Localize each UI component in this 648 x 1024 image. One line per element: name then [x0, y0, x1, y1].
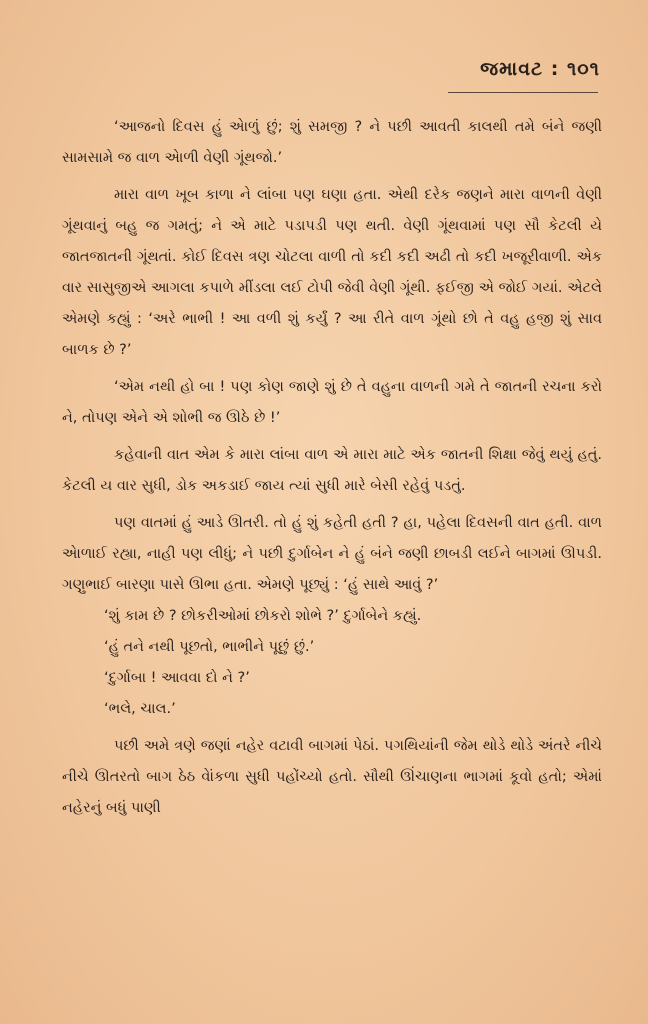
paragraph: પછી અમે ત્રણે જણાં નહેર વટાવી બાગમાં પેઠાં. પગથિયાંની જેમ થોડે થોડે અંતરે નીચે નીચે ઊતરતો બાગ ઠેઠ વેાંકળા સુધી પહોંચ્યો હતો. સૌથી ઊંચાણના ભાગમાં કૂવો હતો; એમાં નહેરનું બધું પાણી: [62, 738, 602, 816]
dialogue-line: ‘ભલે, ચાલ.’: [104, 701, 176, 717]
paragraph: પણ વાતમાં હું આડે ઊતરી. તો હું શું કહેતી હતી ? હા, પહેલા દિવસની વાત હતી. વાળ એાળાઈ રહ્યા, નાહી પણ લીધું; ને પછી દુર્ગાબેન ને હું બંને જણી છાબડી લઈને બાગમાં ઊપડી. ગણુભાઈ બારણા પાસે ઊભા હતા. એમણે પૂછ્યું : ‘હું સાથે આવું ?’: [62, 515, 602, 593]
dialogue-line: ‘હું તને નથી પૂછતો, ભાભીને પૂછું છું.’: [104, 639, 315, 655]
paragraph: મારા વાળ ખૂબ કાળા ને લાંબા પણ ઘણા હતા. એથી દરેક જણને મારા વાળની વેણી ગૂંથવાનું બહુ જ ગમતું; ને એ માટે પડાપડી પણ થતી. વેણી ગૂંથવામાં પણ સૌ કેટલી યે જાતજાતની ગૂંથતાં. કોઈ દિવસ ત્રણ ચોટલા વાળી તો કદી કદી અઢી તો કદી ખજૂરીવાળી. એક વાર સાસુજીએ આગલા કપાળે મીંડલા લઈ ટોપી જેવી વેણી ગૂંથી. ફઈજી એ જોઈ ગયાં. એટલે એમણે કહ્યું : ‘અરે ભાભી ! આ વળી શું કર્યું ? આ રીતે વાળ ગૂંથો છો તે વહુ હજી શું સાવ બાળક છે ?’: [62, 187, 602, 358]
page-header: જમાવટ : ૧૦૧: [480, 58, 600, 80]
dialogue-line: ‘શું કામ છે ? છોકરીઓમાં છોકરો શોભે ?’ દુર્ગાબેને કહ્યું.: [104, 608, 422, 624]
header-rule: [448, 92, 598, 93]
paragraph: ‘આજનો દિવસ હું એાળું છું; શું સમજી ? ને પછી આવતી કાલથી તમે બંને જણી સામસામે જ વાળ એાળી વેણી ગૂંથજો.’: [62, 119, 602, 166]
paragraph: ‘એમ નથી હો બા ! પણ કોણ જાણે શું છે તે વહુના વાળની ગમે તે જાતની રચના કરો ને, તોપણ એને એ શોભી જ ઊઠે છે !’: [62, 379, 602, 426]
paragraph: કહેવાની વાત એમ કે મારા લાંબા વાળ એ મારા માટે એક જાતની શિક્ષા જેવું થયું હતું. કેટલી ય વાર સુધી, ડોક અકડાઈ જાય ત્યાં સુધી મારે બેસી રહેવું પડતું.: [62, 447, 602, 494]
dialogue-line: ‘દુર્ગાબા ! આવવા દો ને ?’: [104, 670, 250, 686]
page-body: [62, 112, 602, 824]
